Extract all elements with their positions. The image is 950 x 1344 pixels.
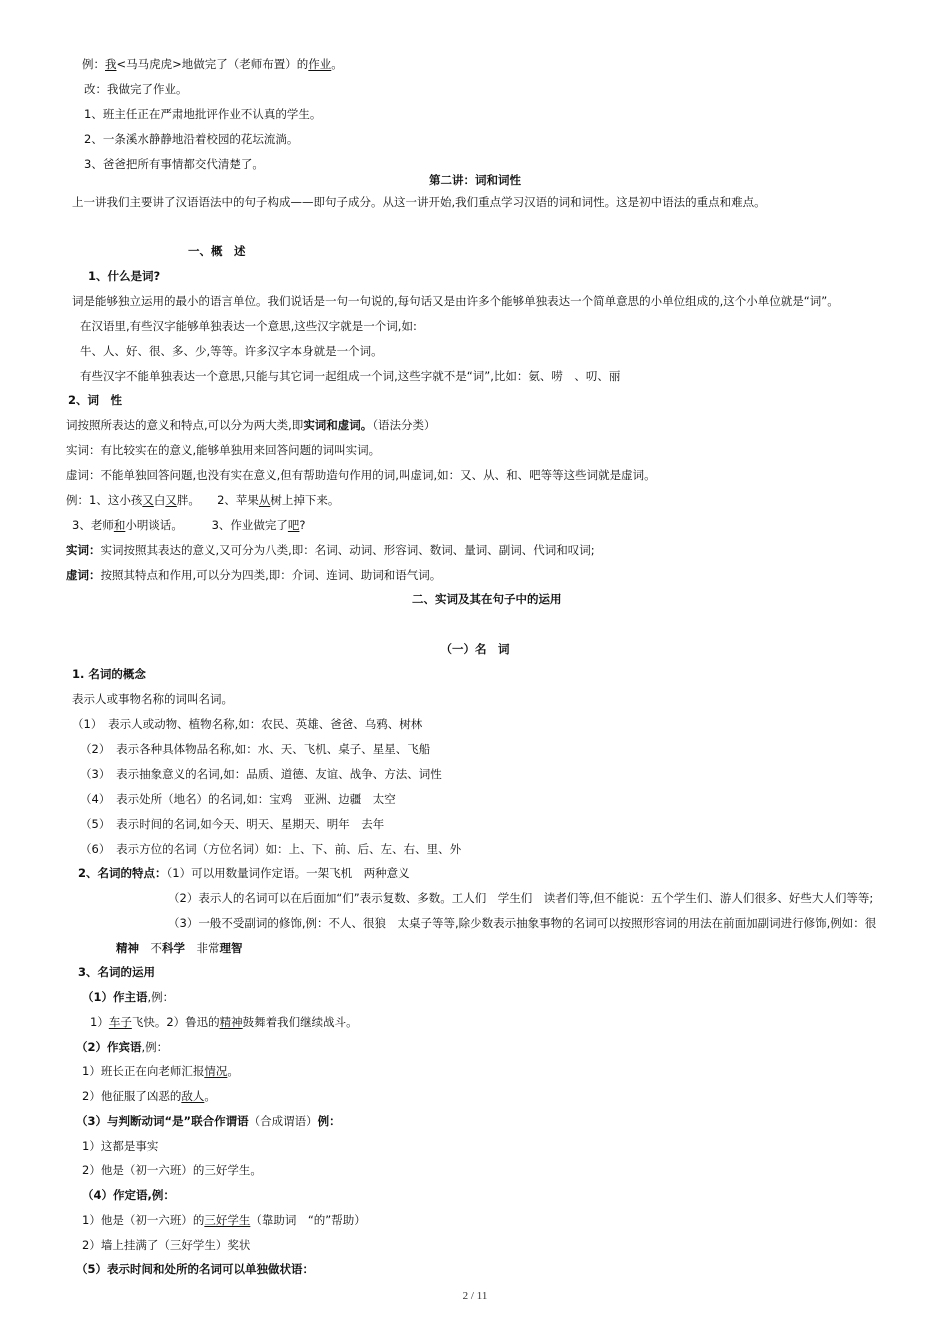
noun-type-3: （3） 表示抽象意义的名词,如：品质、道德、友谊、战争、方法、词性 (80, 767, 442, 781)
noun-heading: （一）名 词 (440, 642, 510, 656)
what-is-word-heading: 1、什么是词? (88, 269, 161, 283)
word-definition: 词是能够独立运用的最小的语言单位。我们说话是一句一句说的,每句话又是由许多个能够单独表达一个简单意思的小单位组成的,这个小单位就是“词”。 (72, 294, 839, 308)
usage-attributive-example-1: 1）他是（初一六班）的三好学生（靠助词 “的”帮助） (82, 1213, 366, 1227)
noun-usage-heading: 3、名词的运用 (78, 965, 156, 979)
intro-paragraph: 上一讲我们主要讲了汉语语法中的句子构成——即句子成分。从这一讲开始,我们重点学习汉语的词和词性。这是初中语法的重点和难点。 (72, 195, 766, 209)
lecture-title: 第二讲：词和词性 (429, 173, 521, 187)
noun-type-1: （1） 表示人或动物、植物名称,如：农民、英雄、爸爸、乌鸦、树林 (72, 717, 423, 731)
usage-predicate-example-1: 1）这都是事实 (82, 1139, 159, 1153)
usage-attributive-heading: （4）作定语,例： (82, 1188, 175, 1202)
page-number: 2 / 11 (462, 1290, 488, 1302)
usage-predicate-example-2: 2）他是（初一六班）的三好学生。 (82, 1163, 262, 1177)
usage-attributive-example-2: 2）墙上挂满了（三好学生）奖状 (82, 1238, 251, 1252)
usage-subject-examples: 1）车子飞快。2）鲁迅的精神鼓舞着我们继续战斗。 (90, 1015, 358, 1029)
part-of-speech-heading: 2、词 性 (68, 393, 123, 407)
function-word-examples-1: 例：1、这小孩又白又胖。 2、苹果从树上掉下来。 (66, 493, 340, 507)
function-word-definition: 虚词：不能单独回答问题,也没有实在意义,但有帮助造句作用的词,叫虚词,如：又、从、和、吧等等这些词就是虚词。 (66, 468, 656, 482)
noun-definition: 表示人或事物名称的词叫名词。 (72, 692, 233, 706)
section-overview-heading: 一、概 述 (188, 244, 246, 258)
word-paragraph-2: 牛、人、好、很、多、少,等等。许多汉字本身就是一个词。 (80, 344, 383, 358)
exercise-1: 1、班主任正在严肃地批评作业不认真的学生。 (84, 107, 322, 121)
usage-subject-heading: （1）作主语,例： (82, 990, 175, 1004)
exercise-2: 2、一条溪水静静地沿着校园的花坛流淌。 (84, 132, 299, 146)
function-word-examples-2: 3、老师和小明谈话。 3、作业做完了吧? (72, 518, 306, 532)
noun-type-2: （2） 表示各种具体物品名称,如：水、天、飞机、桌子、星星、飞船 (80, 742, 431, 756)
word-paragraph-1: 在汉语里,有些汉字能够单独表达一个意思,这些汉字就是一个词,如: (80, 319, 417, 333)
noun-type-5: （5） 表示时间的名词,如今天、明天、星期天、明年 去年 (80, 817, 385, 831)
section-content-words-heading: 二、实词及其在句子中的运用 (412, 592, 562, 606)
usage-object-example-2: 2）他征服了凶恶的敌人。 (82, 1089, 216, 1103)
noun-type-4: （4） 表示处所（地名）的名词,如：宝鸡 亚洲、边疆 太空 (80, 792, 396, 806)
noun-feature-3: （3）一般不受副词的修饰,例：不人、很狼 太桌子等等,除少数表示抽象事物的名词可以按照形容词的用法在前面加副词进行修饰,例如：很 (168, 916, 877, 930)
function-word-types: 虚词：按照其特点和作用,可以分为四类,即：介词、连词、助词和语气词。 (66, 568, 442, 582)
usage-object-example-1: 1）班长正在向老师汇报情况。 (82, 1064, 239, 1078)
word-paragraph-3: 有些汉字不能单独表达一个意思,只能与其它词一起组成一个词,这些字就不是“词”,比如：氨、唠 、叨、丽 (80, 369, 621, 383)
usage-object-heading: （2）作宾语,例： (76, 1040, 169, 1054)
content-word-types: 实词：实词按照其表达的意义,又可分为八类,即：名词、动词、形容词、数词、量词、副词、代词和叹词; (66, 543, 595, 557)
exercise-3: 3、爸爸把所有事情都交代清楚了。 (84, 157, 264, 171)
revision-line: 改：我做完了作业。 (84, 82, 188, 96)
example-line: 例：我<马马虎虎>地做完了（老师布置）的作业。 (82, 57, 343, 71)
usage-predicate-heading: （3）与判断动词“是”联合作谓语（合成谓语）例： (76, 1114, 341, 1128)
noun-features-heading: 2、名词的特点：（1）可以用数量词作定语。一架飞机 两种意义 (78, 866, 410, 880)
noun-type-6: （6） 表示方位的名词（方位名词）如：上、下、前、后、左、右、里、外 (80, 842, 462, 856)
content-word-definition: 实词：有比较实在的意义,能够单独用来回答问题的词叫实词。 (66, 443, 381, 457)
pos-classification: 词按照所表达的意义和特点,可以分为两大类,即实词和虚词。（语法分类） (66, 418, 436, 432)
noun-feature-3-examples: 精神 不科学 非常理智 (116, 941, 243, 955)
usage-adverbial-heading: （5）表示时间和处所的名词可以单独做状语： (76, 1262, 314, 1276)
noun-concept-heading: 1. 名词的概念 (72, 667, 146, 681)
noun-feature-2: （2）表示人的名词可以在后面加“们”表示复数、多数。工人们 学生们 读者们等,但不能说：五个学生们、游人们很多、好些大人们等等; (168, 891, 874, 905)
